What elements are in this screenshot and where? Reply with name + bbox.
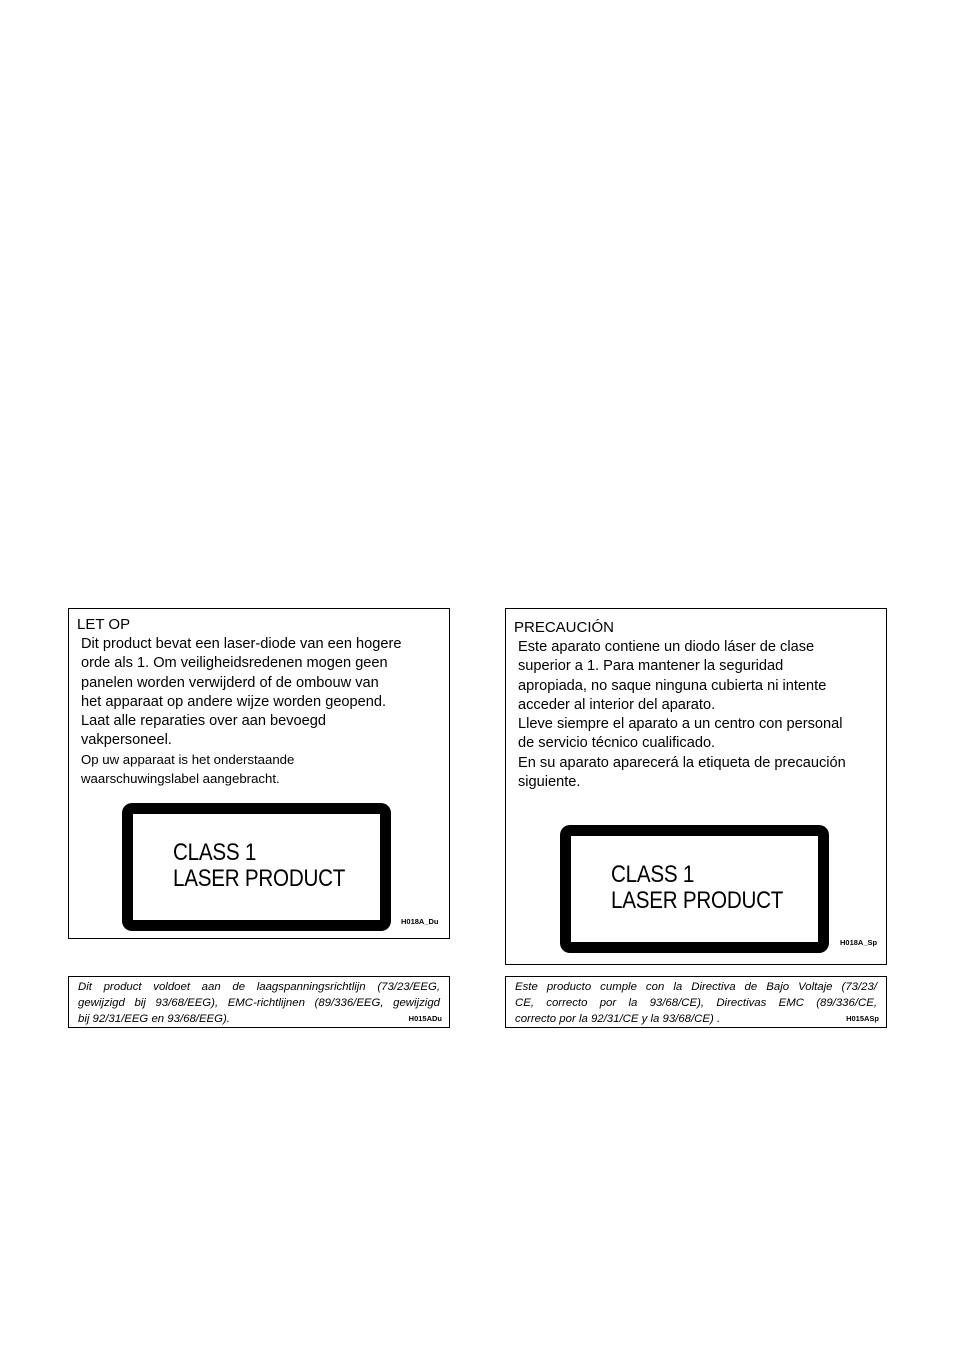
text-line: Dit product bevat een laser-diode van een hogere [81,636,402,652]
spanish-compliance-note [505,976,887,1028]
dutch-caution-box [68,608,450,939]
text-line: de servicio técnico cualificado. [518,735,716,752]
text-line: superior a 1. Para mantener la seguridad [518,658,784,675]
spanish-compliance-text [515,980,877,1027]
spanish-caution-text [518,638,846,792]
dutch-caution-code: H018A_Du [401,917,439,926]
spanish-caution-box [505,608,887,965]
text-line: het apparaat op andere wijze worden geopend. [81,693,387,710]
text-line: acceder al interior del aparato. [518,696,716,713]
text-line: Laat alle reparaties over aan bevoegd [81,713,327,730]
dutch-compliance-note [68,976,450,1028]
dutch-label-notice [81,751,294,788]
text-line: Lleve siempre el aparato a un centro con personal [518,716,843,733]
text-line: Op uw apparaat is het onderstaande [81,752,295,767]
spanish-caution-code: H018A_Sp [840,938,878,947]
dutch-compliance-code: H015ADu [408,1014,442,1023]
dutch-caution-title: LET OP [77,616,131,633]
dutch-compliance-text [78,980,440,1027]
text-line: apropiada, no saque ninguna cubierta ni intente [518,677,827,694]
text-line: orde als 1. Om veiligheidsredenen mogen geen [81,655,388,672]
spanish-class1-laser-label [560,825,829,953]
text-line: siguiente. [518,774,581,791]
text-line: panelen worden verwijderd of de ombouw van [81,674,379,691]
label-line-laser-product: LASER PRODUCT [173,865,346,892]
dutch-class1-laser-label [122,803,391,931]
text-line: waarschuwingslabel aangebracht. [81,770,280,786]
label-line-class: CLASS 1 [611,861,695,888]
note-line: bij 92/31/EEG en 93/68/EEG). [78,1012,230,1025]
note-line: CE, correcto por la 93/68/CE), Directivas EMC (89/336/CE, [515,996,877,1009]
label-line-class: CLASS 1 [173,839,257,866]
dutch-caution-text [81,635,401,751]
spanish-caution-title: PRECAUCIÓN [514,619,615,636]
text-line: vakpersoneel. [81,732,172,749]
spanish-compliance-code: H015ASp [846,1014,879,1023]
note-line: gewijzigd bij 93/68/EEG), EMC-richtlijnen (89/336/EEG, gewijzigd [78,996,440,1009]
label-line-laser-product: LASER PRODUCT [611,887,784,914]
note-line: Este producto cumple con la Directiva de Bajo Voltaje (73/23/ [515,981,877,993]
text-line: En su aparato aparecerá la etiqueta de precaución [518,754,846,771]
text-line: Este aparato contiene un diodo láser de clase [518,639,815,655]
note-line: correcto por la 92/31/CE y la 93/68/CE) . [515,1012,721,1025]
note-line: Dit product voldoet aan de laagspanningsrichtlijn (73/23/EEG, [78,981,440,993]
